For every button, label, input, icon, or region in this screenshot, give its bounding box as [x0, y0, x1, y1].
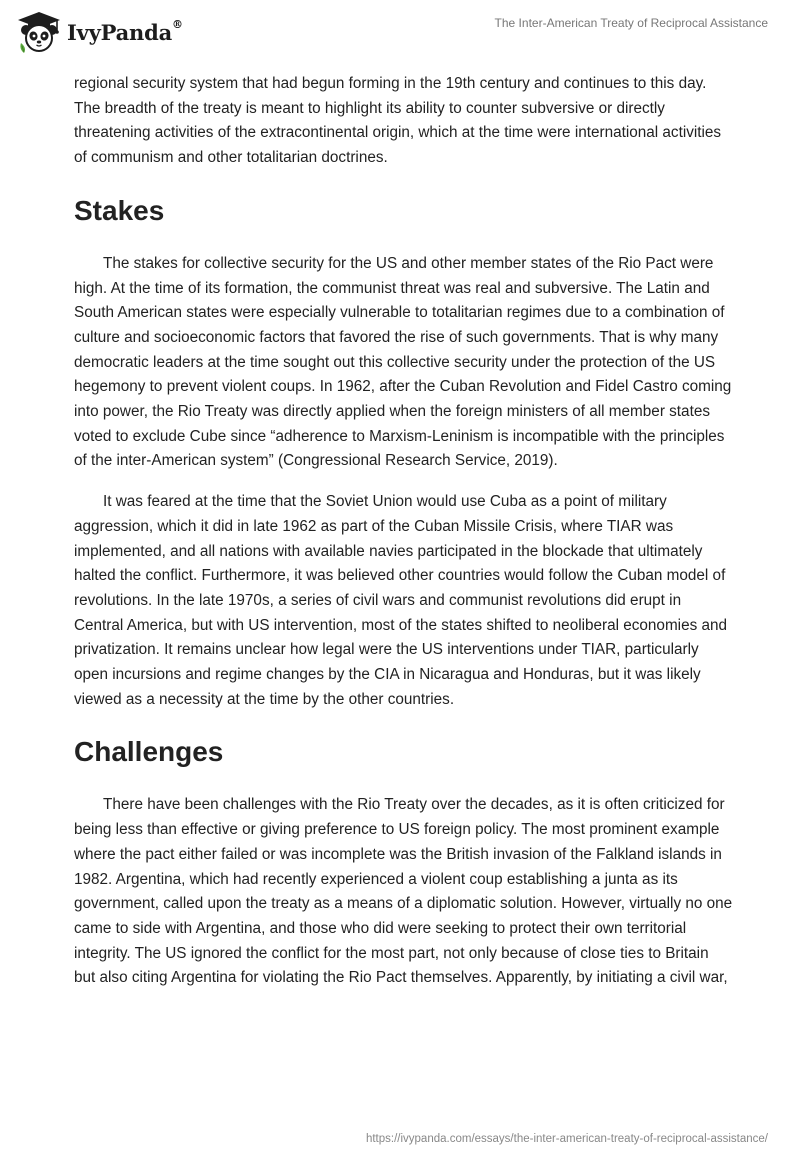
section-heading-challenges: Challenges: [74, 736, 224, 768]
document-title: The Inter-American Treaty of Reciprocal Assistance: [494, 16, 768, 30]
panda-graduate-icon: [16, 9, 62, 55]
intro-paragraph: regional security system that had begun forming in the 19th century and continues to this day. The breadth of the treaty is meant to highlight its ability to counter subversive or directly threatening activities of the extracontinental origin, which at the time were international activities of communism and other totalitarian doctrines.: [74, 75, 722, 167]
stakes-paragraph-2: It was feared at the time that the Soviet Union would use Cuba as a point of military aggression, which it did in late 1962 as part of the Cuban Missile Crisis, where TIAR was implemented, and all nations with available navies participated in the blockade that ultimately halted the conflict. Furthermore, it was believed other countries would follow the Cuban model of revolutions. In the late 1970s, a series of civil wars and communist revolutions did erupt in Central America, but with US intervention, most of the states shifted to neoliberal economies and privatization. It remains unclear how legal were the US interventions under TIAR, particularly open incursions and regime changes by the CIA in Nicaragua and Honduras, but it was likely viewed as a necessity at the time by the other countries.: [74, 493, 728, 708]
challenges-paragraph-1: There have been challenges with the Rio Treaty over the decades, as it is often criticized for being less than effective or giving preference to US foreign policy. The most prominent example where the pact either failed or was incomplete was the British invasion of the Falkland islands in 1982. Argentina, which had recently experienced a violent coup establishing a junta as its government, called upon the treaty as a means of a diplomatic solution. However, virtually no one came to side with Argentina, and those who did were seeking to protect their own territorial integrity. The US ignored the conflict for the most part, not only because of close ties to Britain but also citing Argentina for violating the Rio Pact themselves. Apparently, by initiating a civil war,: [74, 796, 733, 987]
brand-name: [67, 17, 183, 45]
section-heading-stakes: Stakes: [74, 194, 165, 226]
ivypanda-logo[interactable]: [16, 6, 183, 58]
page-header: [0, 0, 800, 64]
trademark-symbol: ®: [172, 17, 183, 31]
stakes-paragraph-1: The stakes for collective security for the US and other member states of the Rio Pact were high. At the time of its formation, the communist threat was real and subversive. The Latin and South American states were especially vulnerable to totalitarian regimes due to a combination of culture and socioeconomic factors that favored the rise of such governments. That is why many democratic leaders at the time sought out this collective security under the protection of the US hegemony to prevent violent coups. In 1962, after the Cuban Revolution and Fidel Castro coming into power, the Rio Treaty was directly applied when the foreign ministers of all member states voted to exclude Cube since “adherence to Marxism-Leninism is incompatible with the principles of the inter-American system” (Congressional Research Service, 2019).: [74, 254, 732, 470]
essay-content: [74, 72, 734, 991]
brand-text: IvyPanda: [67, 19, 173, 45]
source-url-link[interactable]: https://ivypanda.com/essays/the-inter-american-treaty-of-reciprocal-assistance/: [365, 1133, 768, 1145]
